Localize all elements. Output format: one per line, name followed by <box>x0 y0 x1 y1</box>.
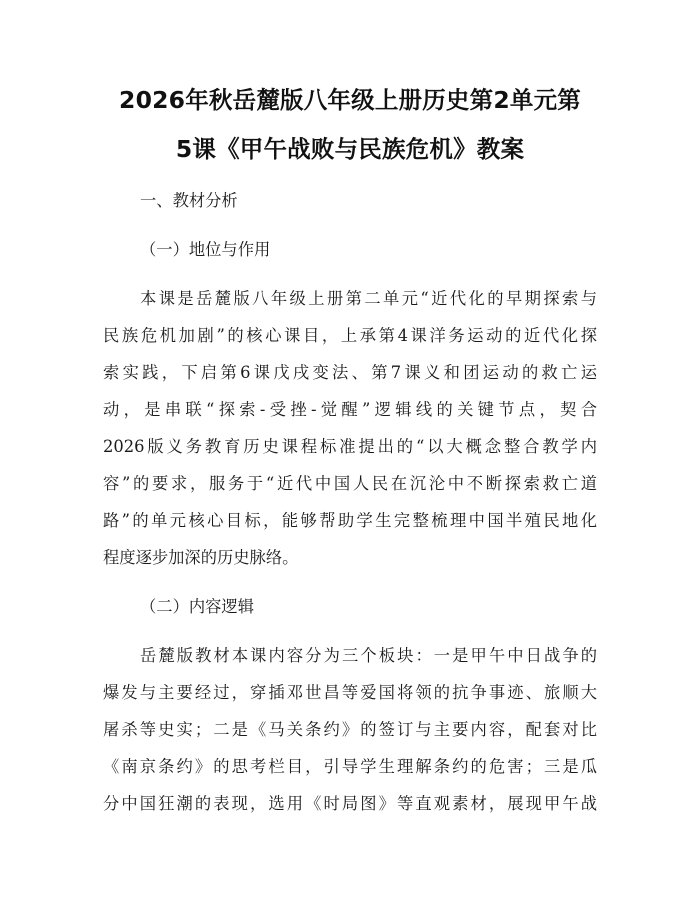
paragraph-line: 容”的要求，服务于“近代中国人民在沉沦中不断探索救亡道 <box>103 474 597 493</box>
subsection-heading-content-logic: （二）内容逻辑 <box>140 597 254 616</box>
paragraph-line: 《南京条约》的思考栏目，引导学生理解条约的危害；三是瓜 <box>103 757 597 776</box>
subsection-heading-position-role: （一）地位与作用 <box>140 240 271 259</box>
document-title-line-2: 5课《甲午战败与民族危机》教案 <box>175 135 525 163</box>
paragraph-line: 本课是岳麓版八年级上册第二单元“近代化的早期探索与 <box>140 289 597 308</box>
paragraph-line: 爆发与主要经过，穿插邓世昌等爱国将领的抗争事迹、旅顺大 <box>103 683 597 702</box>
section-heading-analysis: 一、教材分析 <box>140 191 238 210</box>
paragraph-line: 民族危机加剧”的核心课目，上承第4课洋务运动的近代化探 <box>103 326 597 345</box>
paragraph-line: 索实践，下启第6课戊戌变法、第7课义和团运动的救亡运 <box>103 363 597 382</box>
paragraph-line: 分中国狂潮的表现，选用《时局图》等直观素材，展现甲午战 <box>103 794 597 813</box>
paragraph-line: 屠杀等史实；二是《马关条约》的签订与主要内容，配套对比 <box>103 720 597 739</box>
paragraph-line: 岳麓版教材本课内容分为三个板块：一是甲午中日战争的 <box>140 646 597 665</box>
document-title-line-1: 2026年秋岳麓版八年级上册历史第2单元第 <box>119 86 581 114</box>
paragraph-line: 动，是串联“探索-受挫-觉醒”逻辑线的关键节点，契合 <box>103 400 597 419</box>
paragraph-line: 程度逐步加深的历史脉络。 <box>103 548 299 567</box>
paragraph-line: 2026版义务教育历史课程标准提出的“以大概念整合教学内 <box>103 437 597 456</box>
paragraph-line: 路”的单元核心目标，能够帮助学生完整梳理中国半殖民地化 <box>103 511 597 530</box>
